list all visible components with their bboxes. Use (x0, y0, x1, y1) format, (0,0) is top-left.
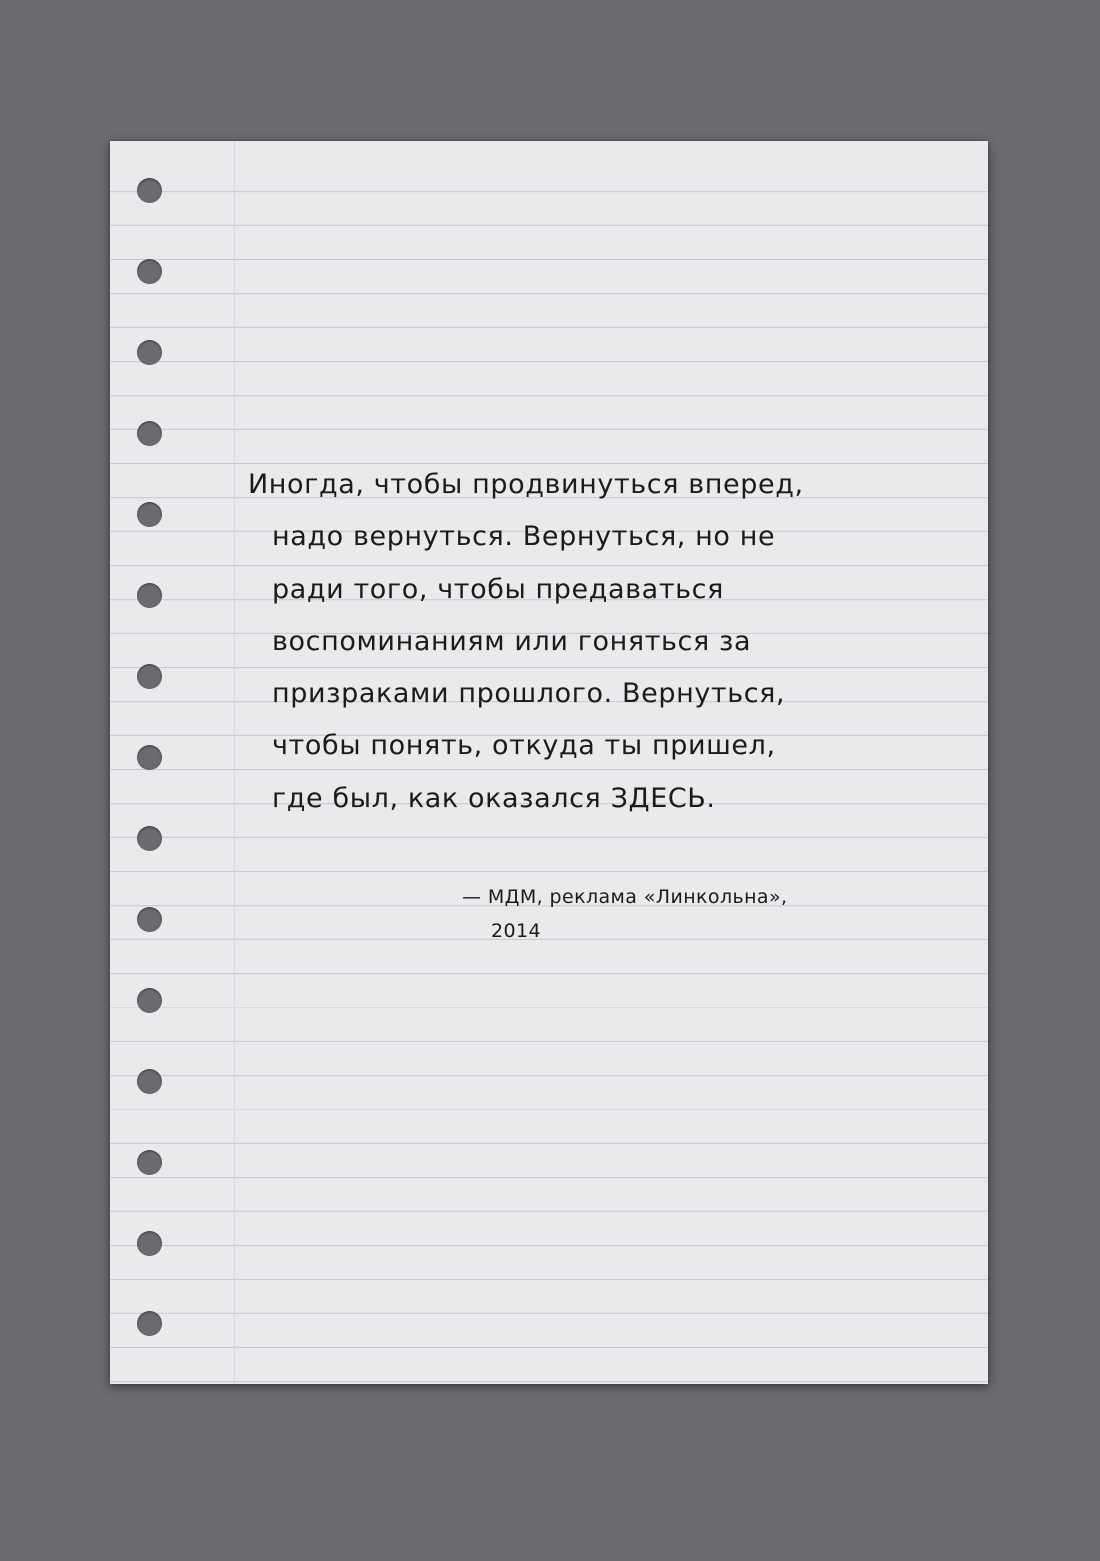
binder-hole (137, 1311, 162, 1336)
quote-line: Иногда, чтобы продвинуться вперед, (248, 469, 804, 500)
binder-hole (137, 502, 162, 527)
binder-hole (137, 259, 162, 284)
binder-hole (137, 583, 162, 608)
quote-line: призраками прошлого. Вернуться, (272, 678, 786, 710)
binder-hole (137, 988, 162, 1013)
quote-line: воспоминаниям или гоняться за (272, 625, 752, 657)
binder-hole (137, 340, 162, 365)
notebook-page (110, 141, 988, 1384)
quote-attribution (462, 880, 787, 948)
binder-hole (137, 421, 162, 446)
binder-hole (137, 664, 162, 689)
binder-hole (137, 1231, 162, 1256)
binder-hole (137, 178, 162, 203)
margin-line (234, 141, 235, 1384)
binder-hole (137, 826, 162, 851)
binder-hole (137, 1069, 162, 1094)
attribution-year: 2014 (491, 920, 541, 942)
attribution-source: — МДМ, реклама «Линкольна», (462, 886, 788, 908)
quote-line: где был, как оказался ЗДЕСЬ. (272, 782, 716, 814)
quote-line: чтобы понять, откуда ты пришел, (272, 730, 776, 762)
quote-text (248, 459, 858, 825)
quote-line: ради того, чтобы предаваться (272, 573, 724, 605)
quote-line: надо вернуться. Вернуться, но не (272, 521, 776, 553)
binder-hole (137, 907, 162, 932)
binder-hole (137, 1150, 162, 1175)
binder-hole (137, 745, 162, 770)
